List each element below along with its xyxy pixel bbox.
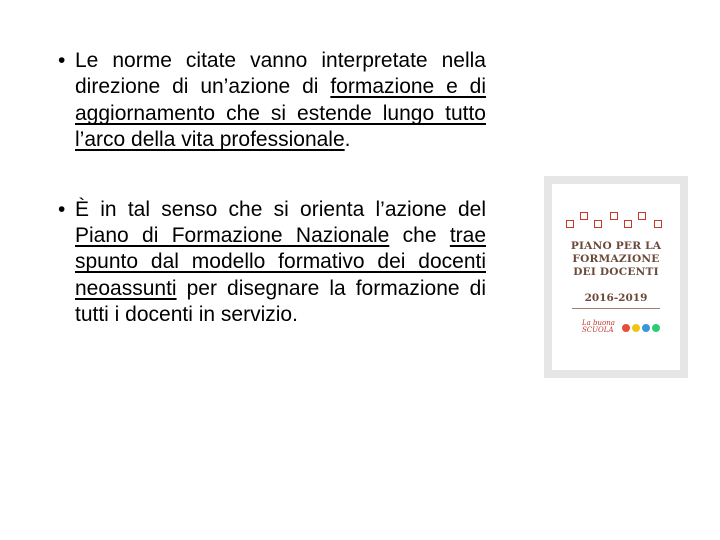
logo-dot-yellow xyxy=(632,324,640,332)
cover-page xyxy=(552,184,680,370)
school-icons xyxy=(562,210,670,232)
book-icon xyxy=(638,212,646,220)
logo-line: SCUOLA xyxy=(582,326,614,334)
bullet-text-segment: Le norme citate vanno interpretate nella direzione di un’azione di xyxy=(75,49,486,99)
cover-years: 2016-2019 xyxy=(584,292,648,304)
chair-icon xyxy=(566,220,574,228)
logo-dot-blue xyxy=(642,324,650,332)
bullet-text-underlined: Piano di Formazione Nazionale xyxy=(75,224,390,248)
logo-line: La buona xyxy=(582,319,615,327)
cover-title-line: FORMAZIONE xyxy=(572,253,660,265)
bullet-list xyxy=(58,48,486,329)
bullet-marker: • xyxy=(58,49,66,72)
buona-scuola-logo xyxy=(582,320,615,334)
bullet-item-1 xyxy=(58,48,486,154)
bullet-text-underlined: formazione e di aggiornamento che si estende lungo tutto l’arco della vita professionale xyxy=(75,75,487,152)
bullet-text-segment: . xyxy=(344,128,351,152)
book-icon xyxy=(580,212,588,220)
lamp-icon xyxy=(654,220,662,228)
cover-title-line: PIANO PER LA xyxy=(570,240,662,252)
logo-dot-green xyxy=(652,324,660,332)
bullet-text-underlined: trae spunto dal modello formativo dei docenti neoassunti xyxy=(75,224,487,300)
document-cover-image xyxy=(544,176,688,378)
bullet-text-segment: per disegnare la formazione di tutti i docenti in servizio. xyxy=(75,276,486,327)
logo-dot-red xyxy=(622,324,630,332)
cover-divider xyxy=(572,308,660,309)
desk-icon xyxy=(610,212,618,220)
board-icon xyxy=(594,220,602,228)
bullet-text-segment: È in tal senso che si orienta l’azione del xyxy=(75,197,486,221)
bullet-item-2 xyxy=(58,197,486,329)
cover-title-line: DEI DOCENTI xyxy=(573,266,659,278)
chair-icon xyxy=(624,220,632,228)
cover-title xyxy=(552,240,680,279)
bullet-marker: • xyxy=(58,197,66,221)
bullet-text-segment: che xyxy=(389,224,450,248)
